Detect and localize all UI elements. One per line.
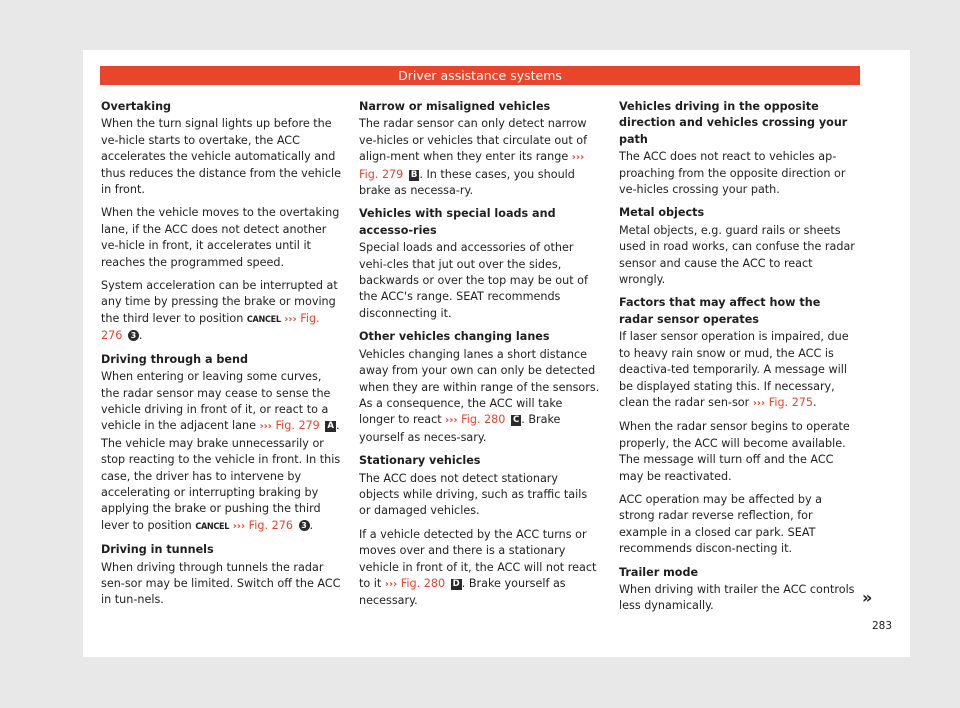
cancel-position-label: CANCEL [246, 314, 281, 325]
callout-d-icon: D [452, 578, 460, 589]
page-number: 283 [872, 620, 893, 632]
cancel-position-label: CANCEL [195, 521, 230, 532]
callout-3-icon: 3 [299, 520, 310, 531]
fig-280-link[interactable]: ››› Fig. 280 [384, 576, 446, 590]
fig-276-link[interactable]: ››› Fig. 276 [101, 311, 320, 343]
heading-tunnels: Driving in tunnels [101, 543, 214, 557]
fig-279-link[interactable]: ››› Fig. 279 [359, 152, 585, 181]
para-overtaking-3: System acceleration can be interrupted at any time by pressing the brake or moving the third lever to position CANCEL ››› Fig. 276 3 . [101, 279, 338, 343]
para-tunnels: When driving through tunnels the radar sen-sor may be limited. Switch off the ACC in tun-nels. [101, 560, 341, 607]
para-factors-1: If laser sensor operation is impaired, due to heavy rain snow or mud, the ACC is deactiva-ted temporarily. A message will be displayed stating this. If necessary, clean the radar sen-sor ››› Fig. 275. [619, 330, 849, 409]
heading-narrow: Narrow or misaligned vehicles [359, 100, 551, 113]
fig-275-link[interactable]: ››› Fig. 275 [752, 395, 814, 409]
fig-280-link[interactable]: ››› Fig. 280 [445, 413, 506, 427]
heading-overtaking: Overtaking [101, 100, 172, 113]
para-opposite: The ACC does not react to vehicles ap-proaching from the opposite direction or ve-hicles crossing your path. [619, 150, 846, 197]
callout-a-icon: A [327, 421, 334, 432]
para-narrow: The radar sensor can only detect narrow ve-hicles or vehicles that circulate out of align-ment when they enter its range ››› Fig. 279 B . In these cases, you should brake as necessa-ry. [359, 117, 588, 198]
para-trailer: When driving with trailer the ACC controls less dynamically. [619, 582, 855, 613]
fig-276-link[interactable]: ››› Fig. 276 [232, 518, 293, 532]
para-overtaking-1: When the turn signal lights up before the ve-hicle starts to overtake, the ACC accelerates the vehicle automatically and thus reduces the distance from the vehicle in front. [101, 117, 342, 197]
heading-factors: Factors that may affect how the radar sensor operates [619, 296, 821, 326]
heading-metal: Metal objects [619, 206, 705, 220]
continue-marker-icon: » [862, 588, 873, 607]
para-stationary-2: If a vehicle detected by the ACC turns or moves over and there is a stationary vehicle in front of it, the ACC will not react to it ››› Fig. 280 D . Brake yourself as necessary. [359, 527, 597, 608]
para-overtaking-2: When the vehicle moves to the overtaking lane, if the ACC does not detect another ve-hicle in front, it accelerates until it reaches the programmed speed. [101, 206, 340, 269]
para-metal: Metal objects, e.g. guard rails or sheets used in road works, can confuse the radar sensor and cause the ACC to react wrongly. [619, 223, 855, 287]
heading-trailer: Trailer mode [619, 565, 699, 579]
para-changing-lanes: Vehicles changing lanes a short distance away from your own can only be detected when they are within range of the sensors. As a consequence, the ACC will take longer to react ››› Fig. 280 C . Brake yourself as neces-sary. [359, 347, 600, 444]
column-2 [359, 99, 601, 617]
callout-3-icon: 3 [128, 330, 139, 341]
para-factors-2: When the radar sensor begins to operate properly, the ACC will become available. The message will turn off and the ACC may be reactivated. [619, 420, 850, 483]
section-header [100, 66, 860, 85]
callout-b-icon: B [410, 169, 418, 180]
column-1 [101, 99, 343, 616]
section-title: Driver assistance systems [398, 68, 562, 83]
fig-279-link[interactable]: ››› Fig. 279 [259, 419, 320, 433]
heading-stationary: Stationary vehicles [359, 454, 481, 468]
heading-opposite: Vehicles driving in the opposite direction and vehicles crossing your path [619, 100, 848, 146]
column-3 [619, 99, 857, 622]
para-loads: Special loads and accessories of other vehi-cles that jut out over the sides, backwards or over the top may be out of the ACC's range. SEAT recommends disconnecting it. [359, 241, 588, 320]
heading-loads: Vehicles with special loads and accesso-ries [359, 207, 556, 237]
heading-changing-lanes: Other vehicles changing lanes [359, 330, 550, 344]
para-bend: When entering or leaving some curves, the radar sensor may cease to sense the vehicle driving in front of it, or react to a vehicle in the adjacent lane ››› Fig. 279 A . The vehicle may brake unnecessarily or stop reacting to the vehicle in front. In this case, the driver has to intervene by accelerating or interrupting braking by applying the brake or pushing the third lever to position CANCEL ››› Fig. 276 3 . [101, 370, 341, 532]
heading-bend: Driving through a bend [101, 352, 248, 366]
callout-c-icon: C [512, 415, 520, 426]
para-factors-3: ACC operation may be affected by a strong radar reverse reflection, for example in a closed car park. SEAT recommends discon-necting it. [619, 492, 823, 556]
para-stationary-1: The ACC does not detect stationary objects while driving, such as traffic tails or damaged vehicles. [359, 471, 588, 518]
